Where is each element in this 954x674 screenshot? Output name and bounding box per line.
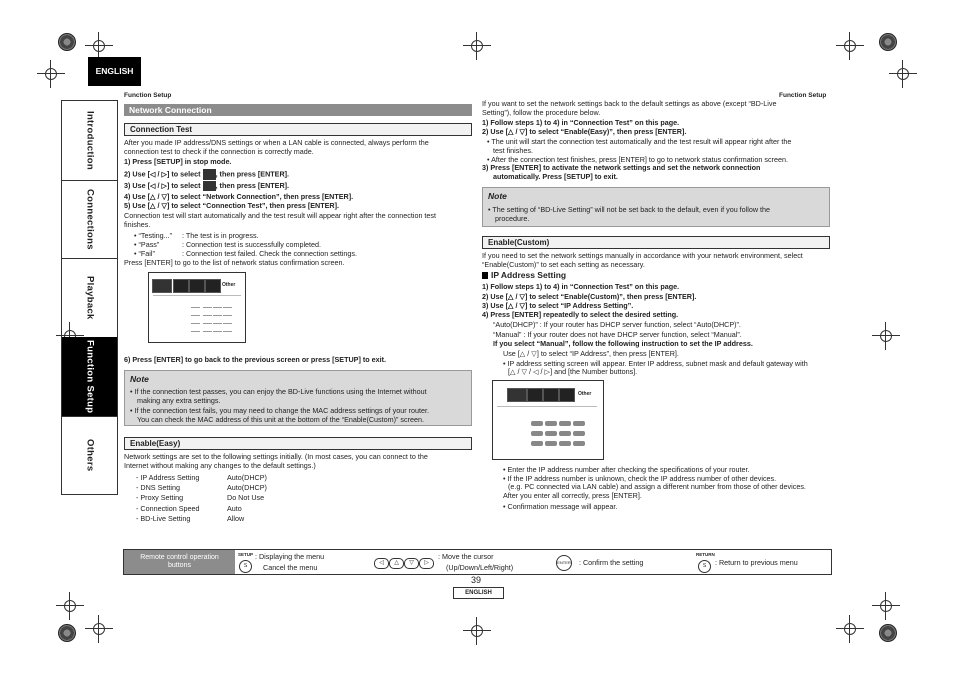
bullet: • IP address setting screen will appear. Enter IP address, subnet mask and default gateway with — [503, 359, 808, 368]
note-item: You can check the MAC address of this unit at the bottom of the “Enable(Custom)” screen. — [137, 415, 424, 424]
sidebar-item-introduction[interactable]: Introduction — [62, 101, 117, 181]
instruction: Use [△ / ▽] to select “IP Address”, then press [ENTER]. — [503, 349, 679, 358]
step-3: 3) Use [△ / ▽] to select “IP Address Setting”. — [482, 301, 634, 310]
paragraph: Network settings are set to the following settings initially. (In most cases, you can connect to the — [124, 452, 428, 461]
sidebar-item-function-setup[interactable]: Function Setup — [62, 337, 117, 417]
cursor-desc: : Move the cursor — [438, 552, 494, 561]
result-value: : Connection test failed. Check the connection settings. — [182, 249, 357, 258]
step-3: 3) Use [◁ / ▷] to select , then press [ENTER]. — [124, 181, 290, 190]
step-3: 3) Press [ENTER] to activate the network settings and set the network connection — [482, 163, 761, 172]
screen-tab-other: Other — [578, 391, 592, 397]
crop-mark — [836, 32, 864, 60]
setting-value: Auto(DHCP) — [227, 483, 267, 492]
screen-illustration-connection-test — [148, 272, 246, 343]
bullet: • Enter the IP address number after checking the specifications of your router. — [503, 465, 750, 474]
step-4: 4) Press [ENTER] repeatedly to select the desired setting. — [482, 310, 679, 319]
step-1: 1) Follow steps 1) to 4) in “Connection Test” on this page. — [482, 282, 680, 291]
crop-mark — [85, 32, 113, 60]
enter-button-icon: ENTER — [556, 555, 572, 571]
step-1: 1) Press [SETUP] in stop mode. — [124, 157, 232, 166]
crop-mark — [889, 60, 917, 88]
crop-mark — [872, 592, 900, 620]
enter-desc: : Confirm the setting — [579, 558, 644, 567]
bullet: • Confirmation message will appear. — [503, 502, 618, 511]
crop-mark — [85, 615, 113, 643]
step-2: 2) Use [△ / ▽] to select “Enable(Easy)”, then press [ENTER]. — [482, 127, 687, 136]
wrench-icon — [205, 279, 221, 293]
step-4: 4) Use [△ / ▽] to select “Network Connection”, then press [ENTER]. — [124, 192, 354, 201]
ip-address-setting-heading: IP Address Setting — [482, 270, 566, 281]
paragraph: Internet without making any changes to the default settings.) — [124, 461, 316, 470]
setup-menu-icon — [152, 279, 172, 293]
setting-value: Do Not Use — [227, 493, 265, 502]
crop-mark — [836, 615, 864, 643]
step-5: 5) Use [△ / ▽] to select “Connection Test”, then press [ENTER]. — [124, 201, 339, 210]
right-arrow-button-icon: ▷ — [419, 558, 434, 569]
subsection-connection-test: Connection Test — [124, 123, 472, 136]
screen-illustration-ip-setting — [492, 380, 604, 460]
setting-name: - IP Address Setting — [136, 473, 200, 482]
crop-mark — [37, 60, 65, 88]
chapter-sidebar — [61, 100, 118, 495]
crop-mark — [463, 617, 491, 645]
paragraph: Connection test will start automatically and the test result will appear right after the connection test — [124, 211, 437, 220]
note-box-right — [482, 187, 830, 227]
registration-mark-bottom-right — [879, 624, 897, 642]
setup-desc: Cancel the menu — [263, 563, 318, 572]
page-number: 39 — [471, 575, 482, 585]
crop-mark — [463, 32, 491, 60]
setup-desc: : Displaying the menu — [255, 552, 325, 561]
paragraph: Setting”), follow the procedure below. — [482, 108, 601, 117]
setting-name: - DNS Setting — [136, 483, 180, 492]
sidebar-item-connections[interactable]: Connections — [62, 180, 117, 259]
left-arrow-button-icon: ◁ — [374, 558, 389, 569]
bullet: [△ / ▽ / ◁ / ▷] and [the Number buttons]. — [508, 367, 638, 376]
bullet: After you enter all correctly, press [ENTER]. — [503, 491, 642, 500]
cursor-desc: (Up/Down/Left/Right) — [446, 563, 514, 572]
setup-label: SETUP — [238, 552, 254, 557]
paragraph: finishes. — [124, 220, 151, 229]
lock-icon — [543, 388, 559, 402]
paragraph: If you need to set the network settings manually in accordance with your network environment, select — [482, 251, 803, 260]
return-desc: : Return to previous menu — [715, 558, 798, 567]
step-2: 2) Use [◁ / ▷] to select , then press [ENTER]. — [124, 169, 290, 179]
note-title: Note — [488, 191, 507, 201]
subsection-enable-easy: Enable(Easy) — [124, 437, 472, 450]
paragraph: After you made IP address/DNS settings or when a LAN cable is connected, always perform the — [124, 138, 429, 147]
option-auto: “Auto(DHCP)” : If your router has DHCP server function, select “Auto(DHCP)”. — [493, 320, 741, 329]
note-item: making any extra settings. — [137, 396, 221, 405]
setting-name: - Connection Speed — [136, 504, 200, 513]
language-tab: ENGLISH — [88, 57, 141, 86]
display-icon — [173, 279, 189, 293]
bullet: (e.g. PC connected via LAN cable) and assign a different number from those of other devices. — [508, 482, 806, 491]
setting-value: Allow — [227, 514, 245, 523]
paragraph: Press [ENTER] to go to the list of network status confirmation screen. — [124, 258, 345, 267]
legend-label: Remote control operation buttons — [124, 550, 235, 574]
remote-control-legend — [123, 549, 832, 575]
display-icon — [527, 388, 543, 402]
section-title: Network Connection — [124, 104, 472, 116]
note-item: • If the connection test fails, you may need to change the MAC address settings of your router. — [130, 406, 429, 415]
crop-mark — [56, 592, 84, 620]
up-arrow-button-icon: △ — [389, 558, 404, 569]
setting-value: Auto(DHCP) — [227, 473, 267, 482]
lock-icon — [189, 279, 205, 293]
step-3: automatically. Press [SETUP] to exit. — [493, 172, 618, 181]
square-bullet-icon — [482, 272, 488, 279]
running-header-left: Function Setup — [124, 92, 172, 99]
network-icon — [203, 181, 216, 191]
setup-menu-icon — [507, 388, 527, 402]
crop-mark — [872, 322, 900, 350]
setting-name: - BD-Live Setting — [136, 514, 191, 523]
registration-mark-top-right — [879, 33, 897, 51]
bullet: • If the IP address number is unknown, check the IP address number of other devices. — [503, 474, 777, 483]
setting-name: - Proxy Setting — [136, 493, 184, 502]
option-manual: “Manual” : If your router does not have DHCP server function, select “Manual”. — [493, 330, 742, 339]
note-item: • The setting of “BD-Live Setting” will not be set back to the default, even if you follow the — [488, 205, 771, 214]
page-language: ENGLISH — [453, 587, 504, 599]
running-header-right: Function Setup — [779, 92, 827, 99]
return-label: RETURN — [696, 552, 715, 557]
step-1: 1) Follow steps 1) to 4) in “Connection Test” on this page. — [482, 118, 680, 127]
setting-value: Auto — [227, 504, 242, 513]
result-key: • “Pass” — [134, 240, 160, 249]
screen-tab-other: Other — [222, 282, 236, 288]
step-6: 6) Press [ENTER] to go back to the previous screen or press [SETUP] to exit. — [124, 355, 387, 364]
paragraph: “Enable(Custom)” to set each setting as necessary. — [482, 260, 645, 269]
result-key: • “Testing...” — [134, 231, 173, 240]
setup-icon — [203, 169, 216, 180]
paragraph: connection test to check if the connection is correctly made. — [124, 147, 314, 156]
registration-mark-bottom-left — [58, 624, 76, 642]
paragraph: If you want to set the network settings back to the default settings as above (except “BD-Live — [482, 99, 777, 108]
bullet: test finishes. — [493, 146, 533, 155]
setup-button-icon: S — [239, 560, 252, 573]
subsection-enable-custom: Enable(Custom) — [482, 236, 830, 249]
note-title: Note — [130, 374, 149, 384]
step-2: 2) Use [△ / ▽] to select “Enable(Custom)”, then press [ENTER]. — [482, 292, 697, 301]
sidebar-item-others[interactable]: Others — [84, 438, 96, 472]
note-item: • If the connection test passes, you can enjoy the BD-Live functions using the Internet without — [130, 387, 427, 396]
return-button-icon: S — [698, 560, 711, 573]
sidebar-item-playback[interactable]: Playback — [62, 258, 117, 338]
result-value: : The test is in progress. — [182, 231, 259, 240]
wrench-icon — [559, 388, 575, 402]
result-value: : Connection test is successfully completed. — [182, 240, 322, 249]
down-arrow-button-icon: ▽ — [404, 558, 419, 569]
note-item: procedure. — [495, 214, 530, 223]
note-box-left — [124, 370, 472, 426]
bullet: • The unit will start the connection test automatically and the test result will appear right after the — [487, 137, 792, 146]
registration-mark-top-left — [58, 33, 76, 51]
manual-instruction: If you select “Manual”, follow the following instruction to set the IP address. — [493, 339, 753, 348]
result-key: • “Fail” — [134, 249, 155, 258]
bullet: • After the connection test finishes, press [ENTER] to go to network status confirmation screen. — [487, 155, 788, 164]
